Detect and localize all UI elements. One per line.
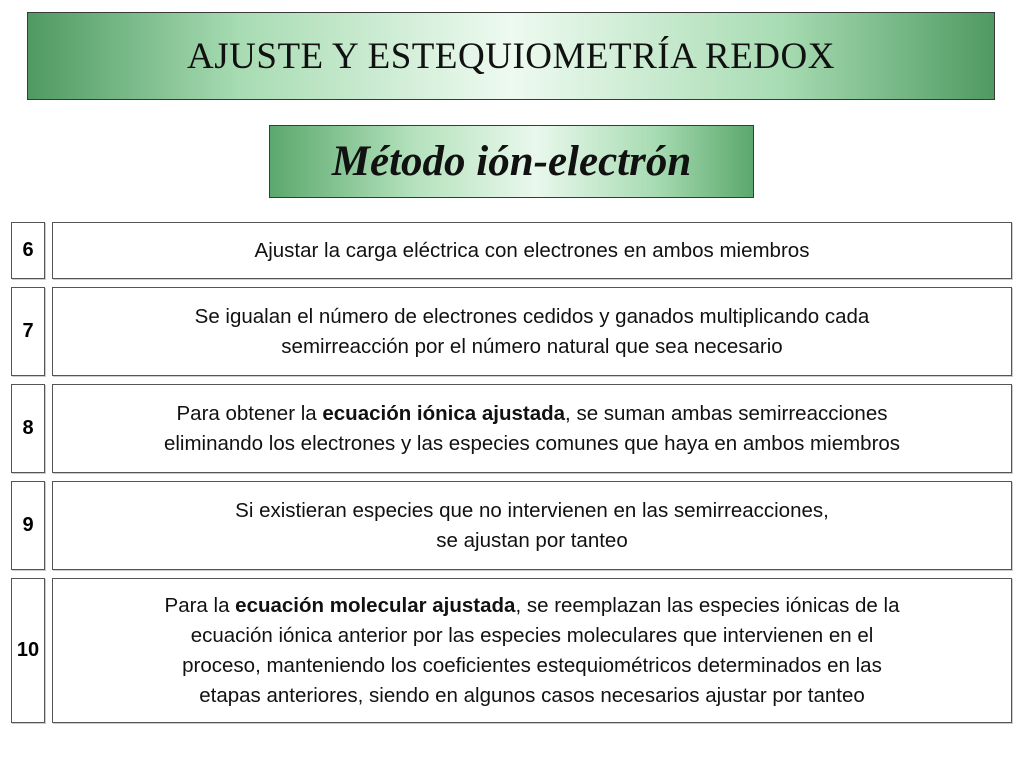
step-10-line-1	[165, 591, 900, 621]
step-8-highlight: ecuación iónica ajustada	[322, 401, 566, 425]
step-text-9	[52, 481, 1012, 570]
step-6-line-1: Ajustar la carga eléctrica con electrones en ambos miembros	[254, 238, 810, 262]
step-text-10	[52, 578, 1012, 723]
step-7-line-2: semirreacción por el número natural que sea necesario	[281, 334, 783, 358]
step-10-line-1-pre: Para la	[164, 593, 236, 617]
step-8-line-1-pre: Para obtener la	[176, 401, 323, 425]
step-9-line-2: se ajustan por tanteo	[436, 528, 628, 552]
step-8-line-1-post: , se suman ambas semirreacciones	[565, 401, 888, 425]
step-number-7: 7	[11, 287, 45, 376]
step-8-line-1	[164, 399, 900, 429]
step-number-9: 9	[11, 481, 45, 570]
step-number-6: 6	[11, 222, 45, 279]
page-subtitle: Método ión-electrón	[331, 138, 692, 185]
title-banner	[27, 12, 995, 100]
step-10-line-4: etapas anteriores, siendo en algunos casos necesarios ajustar por tanteo	[199, 683, 865, 707]
step-10-highlight: ecuación molecular ajustada	[235, 593, 516, 617]
step-10-line-3: proceso, manteniendo los coeficientes estequiométricos determinados en las	[182, 653, 882, 677]
step-7-line-1: Se igualan el número de electrones cedidos y ganados multiplicando cada	[194, 304, 870, 328]
step-9-line-1: Si existieran especies que no intervienen en las semirreacciones,	[235, 498, 829, 522]
step-text-7	[52, 287, 1012, 376]
step-text-6	[52, 222, 1012, 279]
subtitle-banner	[269, 125, 754, 198]
step-8-line-2: eliminando los electrones y las especies comunes que haya en ambos miembros	[163, 431, 901, 455]
step-number-10: 10	[11, 578, 45, 723]
step-10-line-2: ecuación iónica anterior por las especies moleculares que intervienen en el	[190, 623, 874, 647]
step-number-8: 8	[11, 384, 45, 473]
step-text-8	[52, 384, 1012, 473]
page-title: AJUSTE Y ESTEQUIOMETRÍA REDOX	[187, 35, 835, 77]
step-10-line-1-post: , se reemplazan las especies iónicas de la	[515, 593, 900, 617]
